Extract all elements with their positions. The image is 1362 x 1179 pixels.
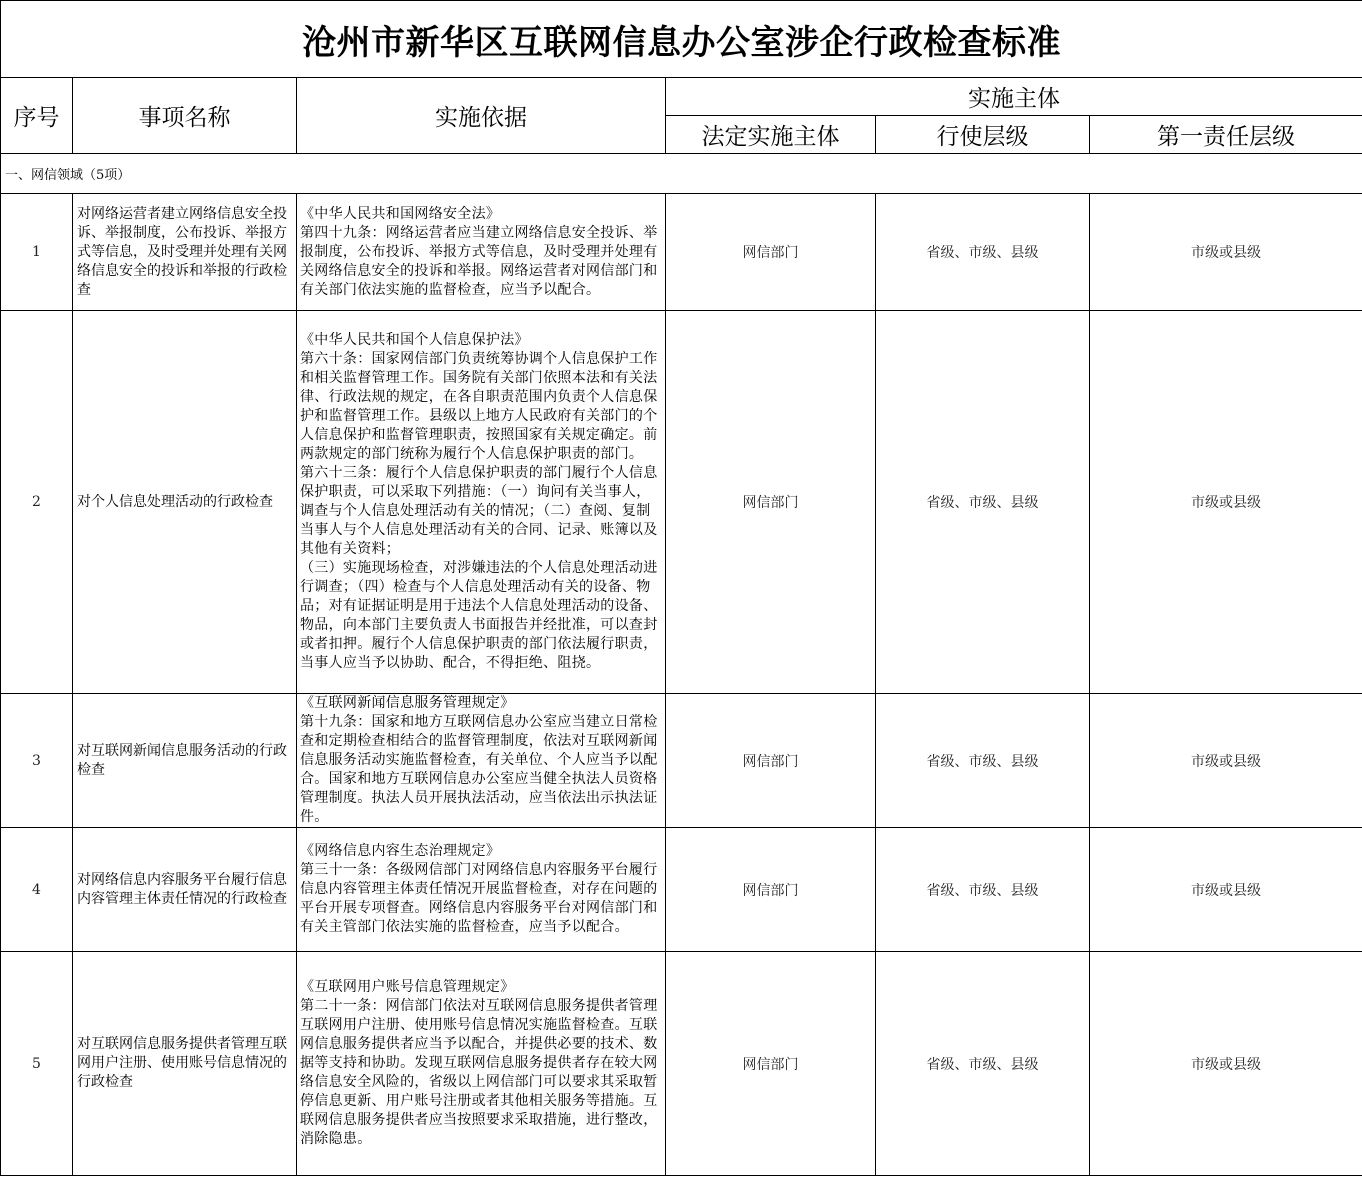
row-seq: 4 (1, 828, 73, 952)
row-seq: 1 (1, 194, 73, 311)
table-row (1, 952, 1362, 1176)
row-first-level: 市级或县级 (1090, 311, 1362, 694)
row-exercise-level: 省级、市级、县级 (876, 311, 1090, 694)
row-item-name: 对网络运营者建立网络信息安全投诉、举报制度，公布投诉、举报方式等信息，及时受理并处理有关网络信息安全的投诉和举报的行政检查 (73, 194, 297, 311)
basis-law-title: 《互联网新闻信息服务管理规定》 (300, 695, 515, 711)
basis-article: 第三十一条：各级网信部门对网络信息内容服务平台履行信息内容管理主体责任情况开展监督检查，对存在问题的平台开展专项督查。网络信息内容服务平台对网信部门和有关主管部门依法实施的监督检查，应当予以配合。 (300, 862, 658, 935)
table-row (1, 194, 1362, 311)
row-exercise-level: 省级、市级、县级 (876, 952, 1090, 1176)
row-seq: 5 (1, 952, 73, 1176)
row-item-name: 对网络信息内容服务平台履行信息内容管理主体责任情况的行政检查 (73, 828, 297, 952)
row-basis (297, 694, 666, 828)
header-basis: 实施依据 (297, 78, 666, 154)
header-seq: 序号 (1, 78, 73, 154)
basis-article: 第二十一条：网信部门依法对互联网信息服务提供者管理互联网用户注册、使用账号信息情况实施监督检查。互联网信息服务提供者应当予以配合，并提供必要的技术、数据等支持和协助。发现互联网信息服务提供者存在较大网络信息安全风险的，省级以上网信部门可以要求其采取暂停信息更新、用户账号注册或者其他相关服务等措施。互联网信息服务提供者应当按照要求采取措施，进行整改，消除隐患。 (300, 998, 658, 1147)
row-legal-subject: 网信部门 (666, 952, 876, 1176)
row-legal-subject: 网信部门 (666, 194, 876, 311)
basis-article: 第六十三条：履行个人信息保护职责的部门履行个人信息保护职责，可以采取下列措施：（一）询问有关当事人，调查与个人信息处理活动有关的情况；（二）查阅、复制当事人与个人信息处理活动有关的合同、记录、账簿以及其他有关资料； (300, 465, 658, 557)
header-first-level: 第一责任层级 (1090, 116, 1362, 154)
basis-law-title: 《中华人民共和国网络安全法》 (300, 205, 501, 222)
header-item-name: 事项名称 (73, 78, 297, 154)
row-basis (297, 194, 666, 311)
table-row (1, 828, 1362, 952)
header-exercise-level: 行使层级 (876, 116, 1090, 154)
row-basis (297, 311, 666, 694)
row-first-level: 市级或县级 (1090, 694, 1362, 828)
row-seq: 3 (1, 694, 73, 828)
row-first-level: 市级或县级 (1090, 952, 1362, 1176)
table-row (1, 311, 1362, 694)
header-legal-subject: 法定实施主体 (666, 116, 876, 154)
row-item-name: 对互联网新闻信息服务活动的行政检查 (73, 694, 297, 828)
basis-article: 第十九条：国家和地方互联网信息办公室应当建立日常检查和定期检查相结合的监督管理制度，依法对互联网新闻信息服务活动实施监督检查，有关单位、个人应当予以配合。国家和地方互联网信息办公室应当健全执法人员资格管理制度。执法人员开展执法活动，应当依法出示执法证件。 (300, 714, 658, 825)
row-basis (297, 952, 666, 1176)
basis-law-title: 《中华人民共和国个人信息保护法》 (300, 332, 529, 348)
table-row (1, 694, 1362, 828)
section-label: 一、网信领域（5项） (1, 154, 1362, 194)
header-subject-group: 实施主体 (666, 78, 1362, 116)
page-title: 沧州市新华区互联网信息办公室涉企行政检查标准 (1, 1, 1362, 78)
row-legal-subject: 网信部门 (666, 311, 876, 694)
basis-article: 第四十九条：网络运营者应当建立网络信息安全投诉、举报制度，公布投诉、举报方式等信息，及时受理并处理有关网络信息安全的投诉和举报。网络运营者对网信部门和有关部门依法实施的监督检查，应当予以配合。 (300, 224, 658, 298)
row-item-name: 对互联网信息服务提供者管理互联网用户注册、使用账号信息情况的行政检查 (73, 952, 297, 1176)
row-first-level: 市级或县级 (1090, 194, 1362, 311)
row-exercise-level: 省级、市级、县级 (876, 828, 1090, 952)
row-legal-subject: 网信部门 (666, 828, 876, 952)
basis-article: （三）实施现场检查，对涉嫌违法的个人信息处理活动进行调查；（四）检查与个人信息处理活动有关的设备、物品；对有证据证明是用于违法个人信息处理活动的设备、物品，向本部门主要负责人书面报告并经批准，可以查封或者扣押。履行个人信息保护职责的部门依法履行职责，当事人应当予以协助、配合，不得拒绝、阻挠。 (300, 560, 658, 671)
basis-law-title: 《互联网用户账号信息管理规定》 (300, 979, 515, 995)
row-item-name: 对个人信息处理活动的行政检查 (73, 311, 297, 694)
row-exercise-level: 省级、市级、县级 (876, 694, 1090, 828)
basis-law-title: 《网络信息内容生态治理规定》 (300, 843, 501, 859)
row-seq: 2 (1, 311, 73, 694)
row-exercise-level: 省级、市级、县级 (876, 194, 1090, 311)
row-basis (297, 828, 666, 952)
row-legal-subject: 网信部门 (666, 694, 876, 828)
row-first-level: 市级或县级 (1090, 828, 1362, 952)
basis-article: 第六十条：国家网信部门负责统筹协调个人信息保护工作和相关监督管理工作。国务院有关部门依照本法和有关法律、行政法规的规定，在各自职责范围内负责个人信息保护和监督管理工作。县级以上地方人民政府有关部门的个人信息保护和监督管理职责，按照国家有关规定确定。前两款规定的部门统称为履行个人信息保护职责的部门。 (300, 351, 658, 462)
